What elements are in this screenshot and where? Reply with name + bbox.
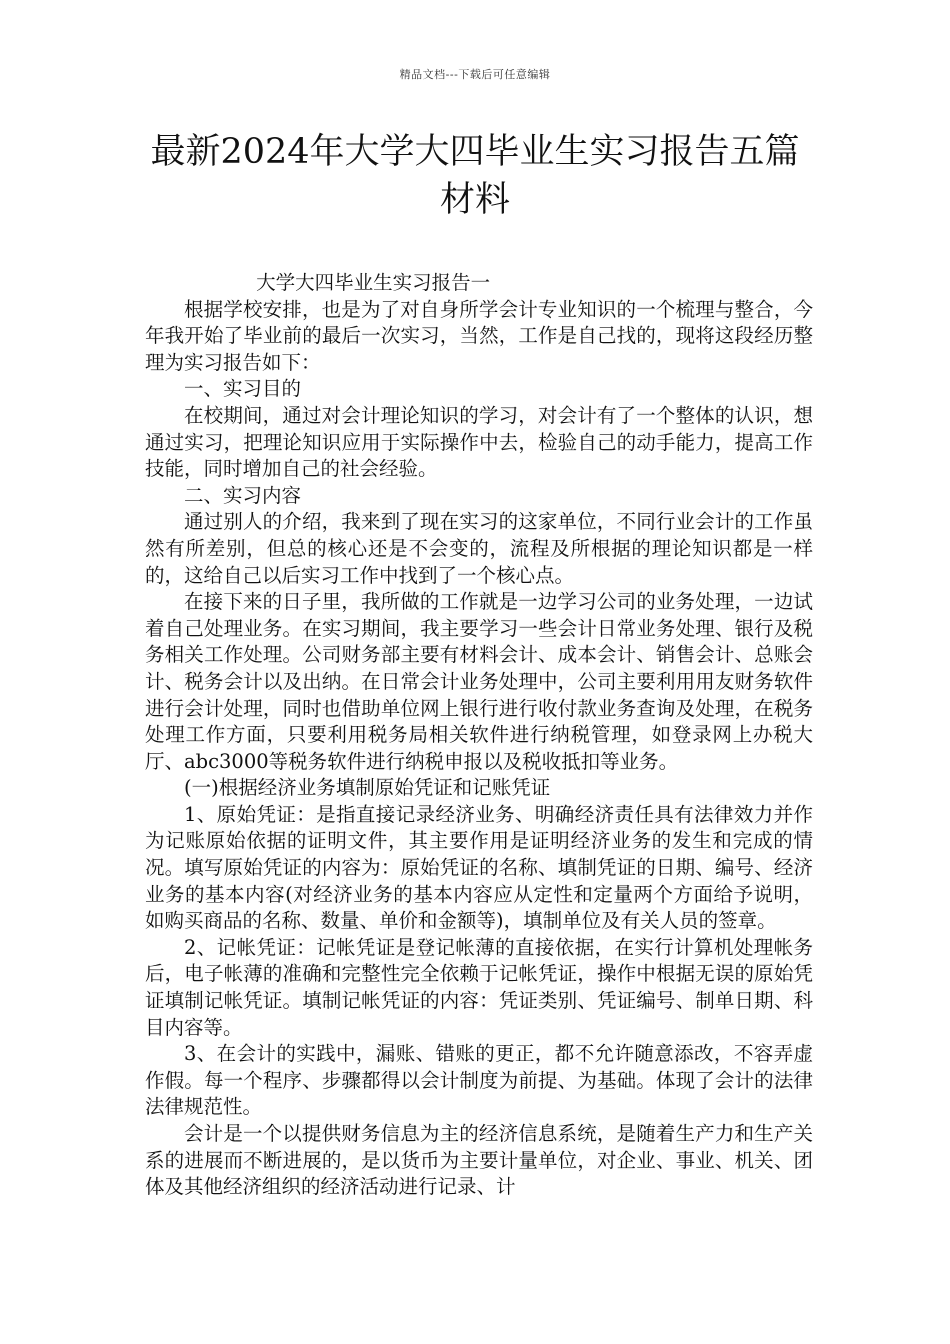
heading-content: 二、实习内容	[184, 483, 302, 507]
header-note: 精品文档---下载后可任意编辑	[399, 68, 551, 81]
paragraph: 3、在会计的实践中，漏账、错账的更正，都不允许随意添改，不容弄虚作假。每一个程序、步骤都得以会计制度为前提、为基础。体现了会计的法律法律规范性。	[145, 1042, 813, 1119]
page-title: 最新2024年大学大四毕业生实习报告五篇材料	[150, 132, 800, 220]
paragraph: 会计是一个以提供财务信息为主的经济信息系统，是随着生产力和生产关系的进展而不断进展的，是以货币为主要计量单位，对企业、事业、机关、团体及其他经济组织的经济活动进行记录、计	[145, 1122, 813, 1199]
paragraph: 在校期间，通过对会计理论知识的学习，对会计有了一个整体的认识，想通过实习，把理论知识应用于实际操作中去，检验自己的动手能力，提高工作技能，同时增加自己的社会经验。	[145, 403, 813, 481]
paragraph: 2、记帐凭证：记帐凭证是登记帐薄的直接依据，在实行计算机处理帐务后，电子帐薄的准确和完整性完全依赖于记帐凭证，操作中根据无误的原始凭证填制记帐凭证。填制记帐凭证的内容：凭证类别、凭证编号、制单日期、科目内容等。	[145, 935, 813, 1039]
paragraph: 根据学校安排，也是为了对自身所学会计专业知识的一个梳理与整合，今年我开始了毕业前的最后一次实习，当然，工作是自己找的，现将这段经历整理为实习报告如下：	[145, 297, 813, 374]
subheading-vouchers: (一)根据经济业务填制原始凭证和记账凭证	[184, 776, 551, 800]
section-title: 大学大四毕业生实习报告一	[256, 271, 491, 294]
heading-purpose: 一、实习目的	[184, 377, 302, 401]
paragraph: 通过别人的介绍，我来到了现在实习的这家单位，不同行业会计的工作虽然有所差别，但总的核心还是不会变的，流程及所根据的理论知识都是一样的，这给自己以后实习工作中找到了一个核心点。	[145, 510, 813, 587]
paragraph: 在接下来的日子里，我所做的工作就是一边学习公司的业务处理，一边试着自己处理业务。在实习期间，我主要学习一些会计日常业务处理、银行及税务相关工作处理。公司财务部主要有材料会计、成本会计、销售会计、总账会计、税务会计以及出纳。在日常会计业务处理中，公司主要利用用友财务软件进行会计处理，同时也借助单位网上银行进行收付款业务查询及处理，在税务处理工作方面，只要利用税务局相关软件进行纳税管理，如登录网上办税大厅、abc3000等税务软件进行纳税申报以及税收抵扣等业务。	[145, 590, 813, 773]
document-body	[145, 270, 813, 1201]
paragraph: 1、原始凭证：是指直接记录经济业务、明确经济责任具有法律效力并作为记账原始依据的证明文件，其主要作用是证明经济业务的发生和完成的情况。填写原始凭证的内容为：原始凭证的名称、填制凭证的日期、编号、经济业务的基本内容(对经济业务的基本内容应从定性和定量两个方面给予说明，如购买商品的名称、数量、单价和金额等)，填制单位及有关人员的签章。	[145, 802, 813, 933]
